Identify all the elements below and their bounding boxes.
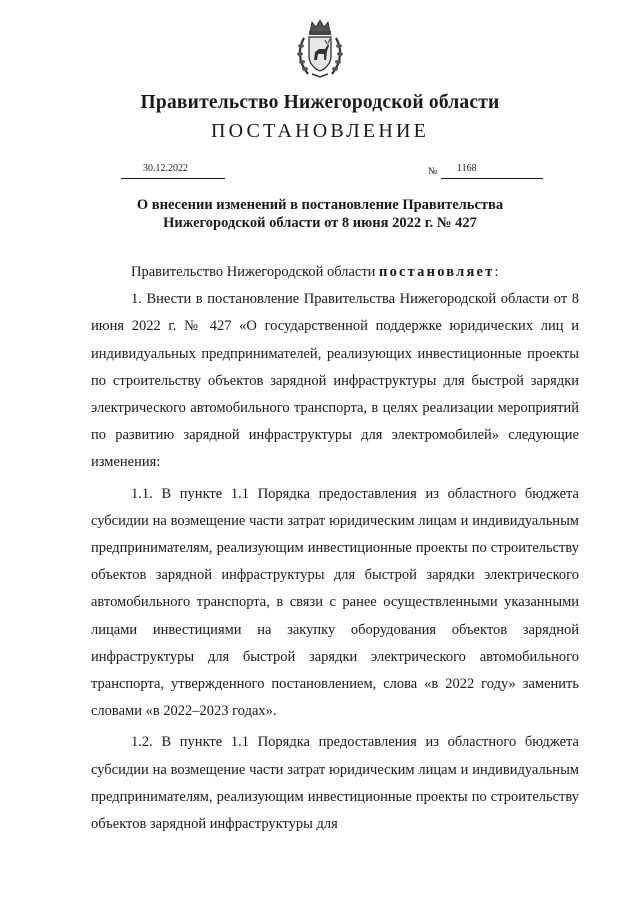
- number-label: №: [428, 166, 438, 177]
- document-date: 30.12.2022: [143, 163, 188, 174]
- subject-line-1: О внесении изменений в постановление Правительства: [136, 197, 504, 213]
- subject-line-2: Нижегородской области от 8 июня 2022 г. № 427: [163, 215, 477, 231]
- document-number: 1168: [457, 163, 477, 174]
- intro-suffix: :: [494, 264, 499, 280]
- paragraph-1-2: 1.2. В пункте 1.1 Порядка предоставления из областного бюджета субсидии на возмещение части затрат юридическим лицам и индивидуальным предпринимателям, реализующим инвестиционные проекты по строительству объектов зарядной инфраструктуры для: [91, 734, 579, 833]
- document-subject: [120, 196, 520, 232]
- intro-verb: постановляет: [379, 264, 495, 280]
- paragraph-1: 1. Внести в постановление Правительства Нижегородской области от 8 июня 2022 г. № 427 «О государственной поддержке юридических лиц и индивидуальных предпринимателей, реализующих инвестиционные проекты по строительству объектов зарядной инфраструктуры для быстрой зарядки электрического автомобильного транспорта, в целях реализации мероприятий по развитию зарядной инфраструктуры для электромобилей» следующие изменения:: [91, 291, 579, 471]
- government-title: Правительство Нижегородской области: [140, 92, 500, 113]
- document-body: [91, 259, 579, 838]
- document-type: ПОСТАНОВЛЕНИЕ: [210, 120, 430, 142]
- coat-of-arms-icon: [294, 18, 346, 80]
- number-field: [441, 164, 543, 179]
- intro-paragraph: [91, 259, 579, 286]
- date-field: [121, 164, 225, 179]
- intro-prefix: Правительство Нижегородской области: [131, 264, 380, 280]
- paragraph-1-1: 1.1. В пункте 1.1 Порядка предоставления из областного бюджета субсидии на возмещение части затрат юридическим лицам и индивидуальным предпринимателям, реализующим инвестиционные проекты по строительству объектов зарядной инфраструктуры для быстрой зарядки электрического автомобильного транспорта, в связи с ранее осуществленными указанными лицами инвестициями на закупку оборудования объектов зарядной инфраструктуры для быстрой зарядки электрического автомобильного транспорта, утвержденного постановлением, слова «в 2022 году» заменить словами «в 2022–2023 годах».: [91, 485, 579, 720]
